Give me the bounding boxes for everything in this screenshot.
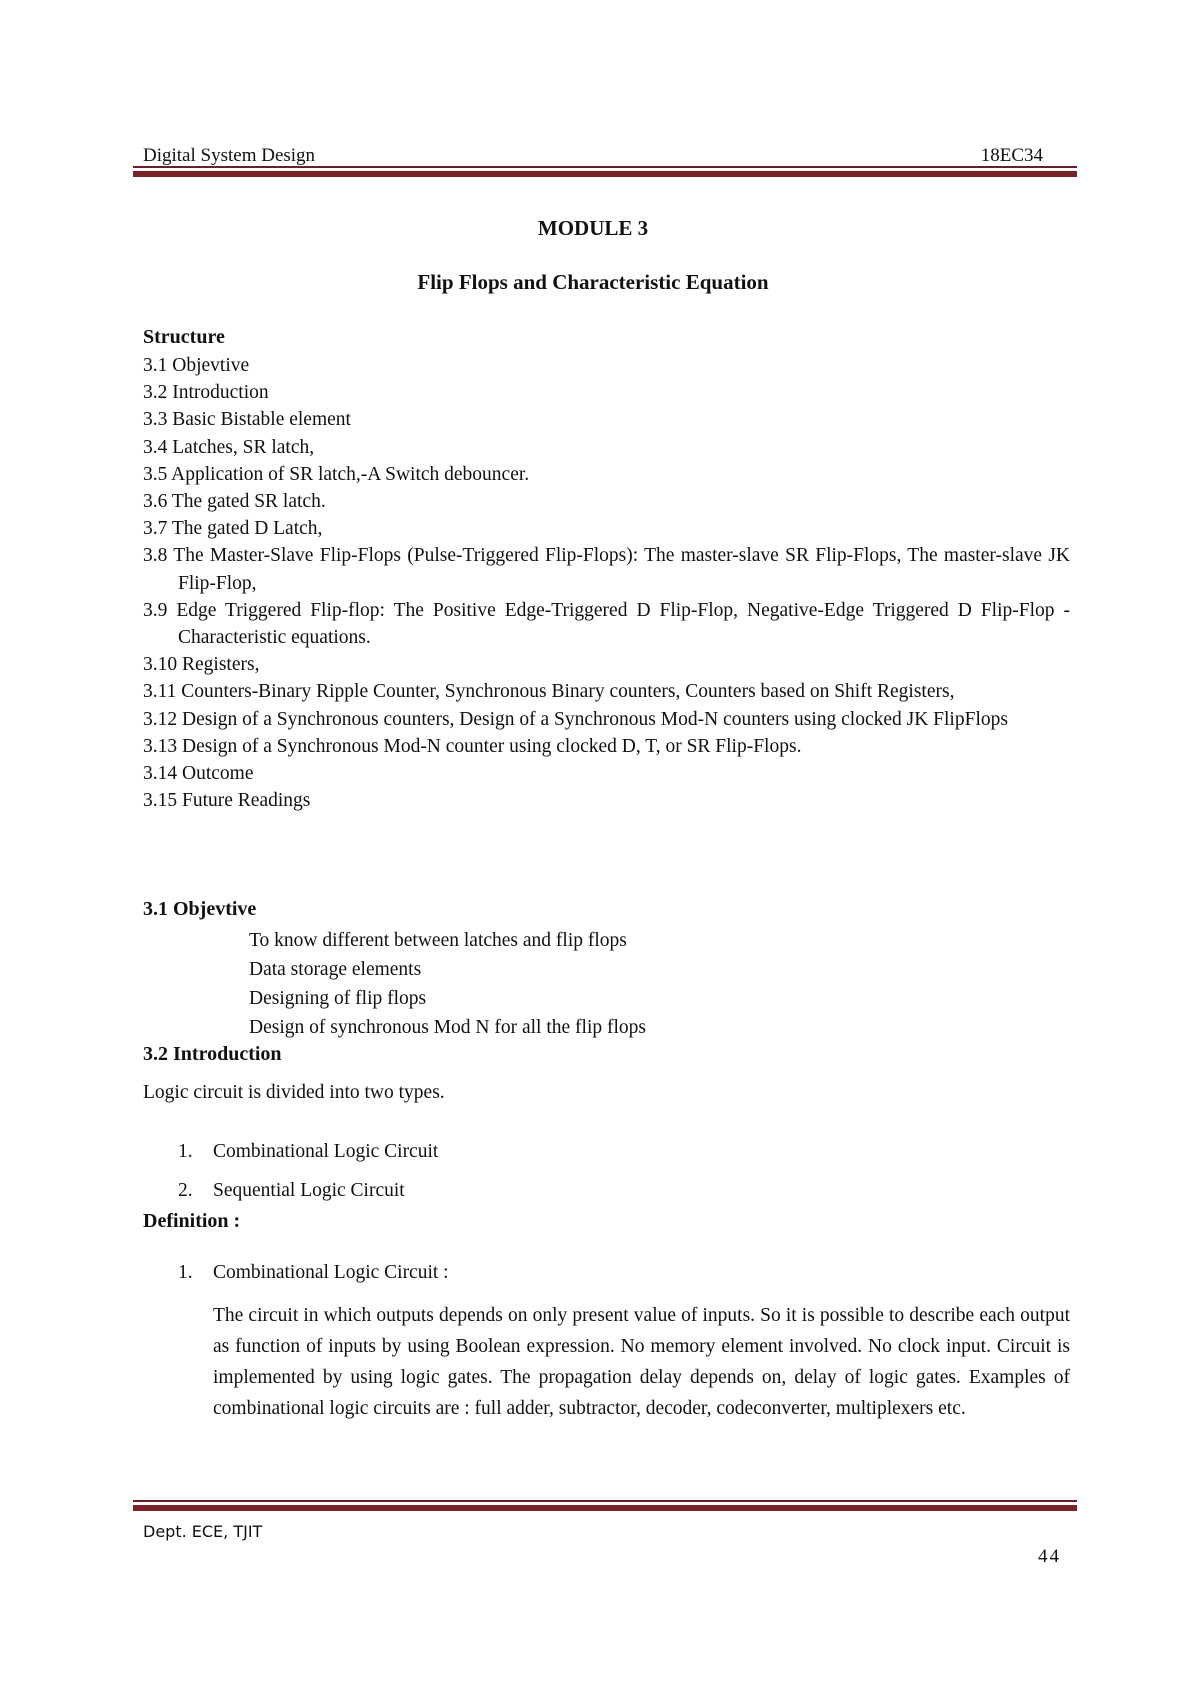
introduction-heading: 3.2 Introduction: [143, 1043, 282, 1065]
list-item: [178, 1132, 438, 1171]
structure-item: 3.1 Objevtive: [143, 355, 250, 376]
structure-list: [143, 352, 1070, 814]
structure-item: 3.13 Design of a Synchronous Mod-N counter using clocked D, T, or SR Flip-Flops.: [143, 735, 802, 757]
list-label: Combinational Logic Circuit :: [213, 1262, 449, 1283]
objective-item: Designing of flip flops: [249, 988, 427, 1009]
structure-item: 3.5 Application of SR latch,-A Switch debouncer.: [143, 463, 530, 485]
structure-item: 3.10 Registers,: [143, 654, 260, 676]
objective-item: Data storage elements: [249, 959, 422, 980]
structure-heading: Structure: [143, 326, 225, 348]
structure-item: 3.8 The Master-Slave Flip-Flops (Pulse-Triggered Flip-Flops): The master-slave SR Flip-Flops, The master-slave JK Flip-Flop,: [143, 545, 1070, 594]
objective-heading: 3.1 Objevtive: [143, 898, 257, 920]
structure-item: 3.6 The gated SR latch.: [143, 491, 326, 513]
footer-department: Dept. ECE, TJIT: [143, 1522, 263, 1541]
structure-item: 3.9 Edge Triggered Flip-flop: The Positive Edge-Triggered D Flip-Flop, Negative-Edge Triggered D Flip-Flop - Characteristic equations.: [143, 599, 1070, 649]
header-rule: [133, 166, 1077, 177]
list-number: 1.: [178, 1141, 193, 1162]
definition-paragraph: The circuit in which outputs depends on only present value of inputs. So it is possible to describe each output as function of inputs by using Boolean expression. No memory element involved. No clock input. Circuit is implemented by using logic gates. The propagation delay depends on, delay of logic gates. Examples of combinational logic circuits are : full adder, subtractor, decoder, codeconverter, multiplexers etc.: [213, 1305, 1070, 1419]
definition-list: [178, 1262, 449, 1284]
structure-item: 3.11 Counters-Binary Ripple Counter, Synchronous Binary counters, Counters based on Shift Registers,: [143, 681, 955, 703]
list-item: [178, 1262, 449, 1284]
structure-item: 3.3 Basic Bistable element: [143, 409, 351, 431]
list-label: Combinational Logic Circuit: [213, 1141, 439, 1162]
module-subtitle: Flip Flops and Characteristic Equation: [417, 270, 769, 294]
header-course-code: 18EC34: [980, 145, 1043, 166]
page-number: 44: [1038, 1546, 1061, 1567]
module-title: MODULE 3: [537, 216, 649, 240]
objective-item: To know different between latches and flip flops: [249, 930, 627, 951]
circuit-types-list: [178, 1132, 438, 1210]
list-label: Sequential Logic Circuit: [213, 1180, 405, 1201]
structure-item: 3.2 Introduction: [143, 382, 269, 404]
structure-item: 3.4 Latches, SR latch,: [143, 436, 315, 458]
structure-item: 3.12 Design of a Synchronous counters, Design of a Synchronous Mod-N counters using clocked JK FlipFlops: [143, 708, 1008, 730]
structure-item: 3.14 Outcome: [143, 763, 254, 785]
objective-item: Design of synchronous Mod N for all the flip flops: [249, 1017, 646, 1038]
structure-item: 3.7 The gated D Latch,: [143, 518, 323, 540]
list-number: 2.: [178, 1180, 193, 1201]
list-item: [178, 1171, 438, 1210]
definition-heading: Definition :: [143, 1210, 241, 1232]
header-course-title: Digital System Design: [143, 145, 316, 166]
structure-item: 3.15 Future Readings: [143, 790, 311, 812]
objective-list: [249, 926, 646, 1042]
footer-rule: [133, 1500, 1077, 1511]
introduction-text: Logic circuit is divided into two types.: [143, 1082, 445, 1103]
list-number: 1.: [178, 1262, 193, 1283]
